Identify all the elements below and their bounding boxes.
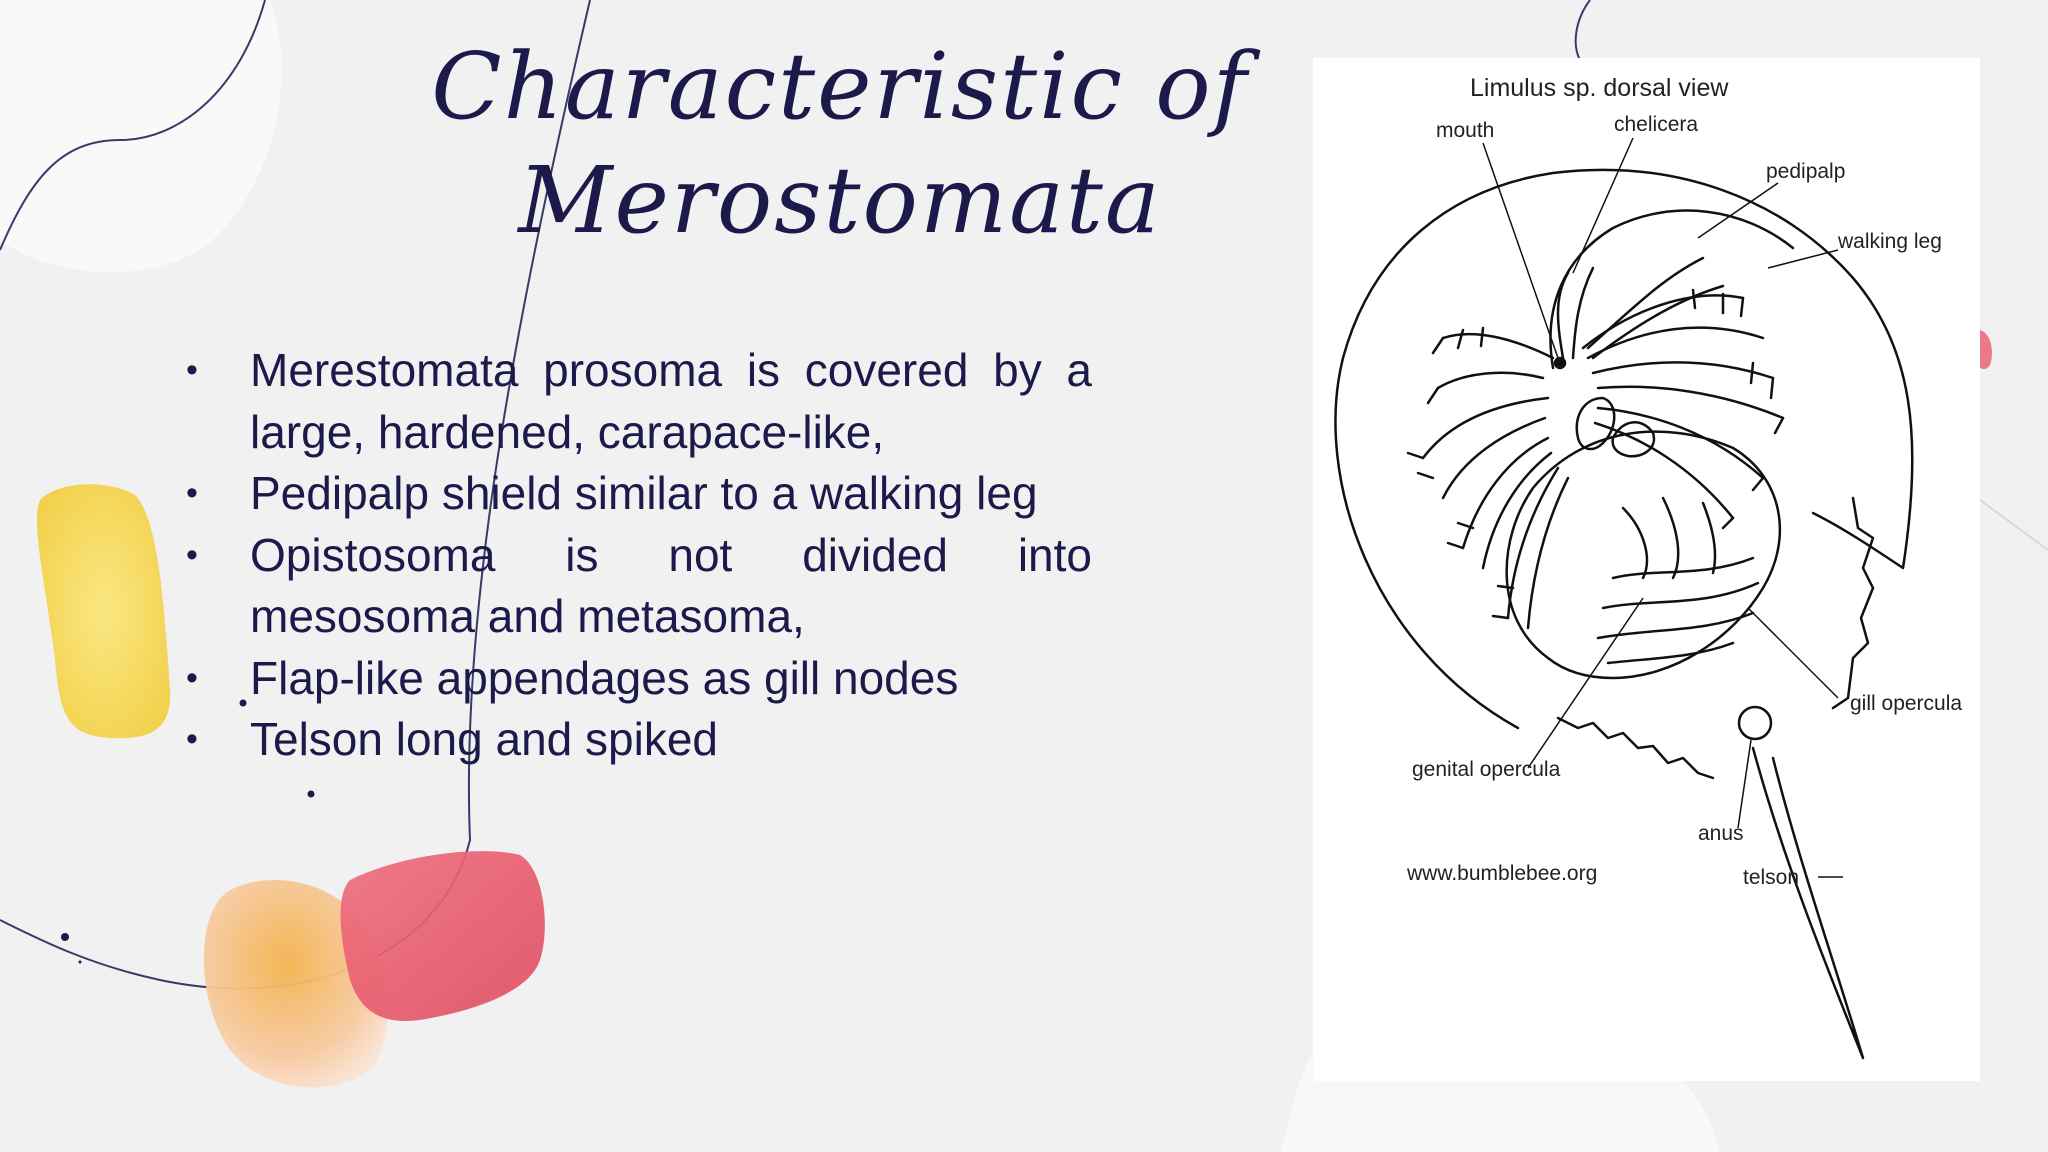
- leader-gill-opercula: [1748, 608, 1838, 698]
- bullet-dot: •: [186, 351, 198, 389]
- bullet-text: Pedipalp shield similar to a walking leg: [250, 467, 1038, 519]
- bullet-dot: •: [186, 658, 198, 697]
- label-mouth: mouth: [1436, 119, 1495, 142]
- telson: [1753, 748, 1863, 1058]
- bullet-item: [180, 525, 1092, 648]
- dot: [61, 933, 69, 941]
- bullet-text: Merestomata prosoma is covered by a large, hardened, carapace-like,: [250, 344, 1092, 458]
- leg-right-3: [1595, 408, 1763, 518]
- bullet-text: Opistosoma is not divided into mesosoma and metasoma,: [250, 528, 1092, 642]
- leg-left-4: [1508, 468, 1568, 628]
- title-line-2: Merostomata: [518, 147, 1162, 254]
- label-walking-leg: walking leg: [1838, 230, 1942, 253]
- title-line-1: Characteristic of: [431, 33, 1249, 140]
- bullet-text: Telson long and spiked: [250, 713, 718, 765]
- leader-walking-leg: [1768, 250, 1838, 268]
- bullet-item: [180, 340, 1092, 463]
- label-telson: telson: [1743, 866, 1800, 889]
- opisthosoma-ridges: [1623, 498, 1715, 578]
- leader-genital-opercula: [1528, 598, 1643, 768]
- label-anus: anus: [1698, 822, 1744, 845]
- label-pedipalp: pedipalp: [1766, 160, 1846, 183]
- bullet-dot: •: [186, 535, 198, 574]
- bullet-dot: •: [186, 720, 198, 758]
- figure-title: Limulus sp. dorsal view: [1470, 74, 1729, 102]
- anus-circle: [1739, 707, 1771, 739]
- opisthosoma-outline: [1507, 432, 1780, 678]
- limulus-diagram: [1313, 58, 1980, 1081]
- mouth-dot: [1555, 358, 1565, 368]
- label-genital-opercula: genital opercula: [1412, 758, 1561, 781]
- source-url: www.bumblebee.org: [1407, 862, 1598, 885]
- bullet-text: Flap-like appendages as gill nodes: [250, 651, 959, 704]
- slide-title: [420, 30, 1260, 258]
- leader-anus: [1738, 740, 1751, 828]
- pink-watercolor-blob: [341, 851, 545, 1021]
- white-wash-top-left: [0, 0, 282, 272]
- line-right-edge: [1980, 500, 2048, 550]
- leg-segments-right: [1693, 290, 1783, 528]
- bullet-dot: •: [186, 474, 198, 512]
- leg-left-1: [1438, 334, 1553, 388]
- leg-right-2: [1593, 362, 1783, 418]
- dot: [79, 961, 82, 964]
- yellow-watercolor-blob: [37, 484, 170, 738]
- side-spines: [1833, 498, 1873, 708]
- dot: [308, 791, 315, 798]
- label-chelicera: chelicera: [1614, 113, 1699, 136]
- pink-edge-blob: [1978, 330, 1992, 369]
- center-plates: [1577, 398, 1654, 456]
- bullet-item: [180, 648, 1092, 710]
- bullet-item: [180, 709, 1092, 771]
- label-gill-opercula: gill opercula: [1850, 692, 1963, 715]
- body-spines: [1558, 718, 1713, 778]
- bullet-list: [180, 340, 1092, 771]
- leader-chelicera: [1573, 138, 1633, 273]
- opisthosoma-segments: [1598, 558, 1758, 663]
- bullet-item: [180, 463, 1092, 525]
- line-top-right: [1576, 0, 1590, 60]
